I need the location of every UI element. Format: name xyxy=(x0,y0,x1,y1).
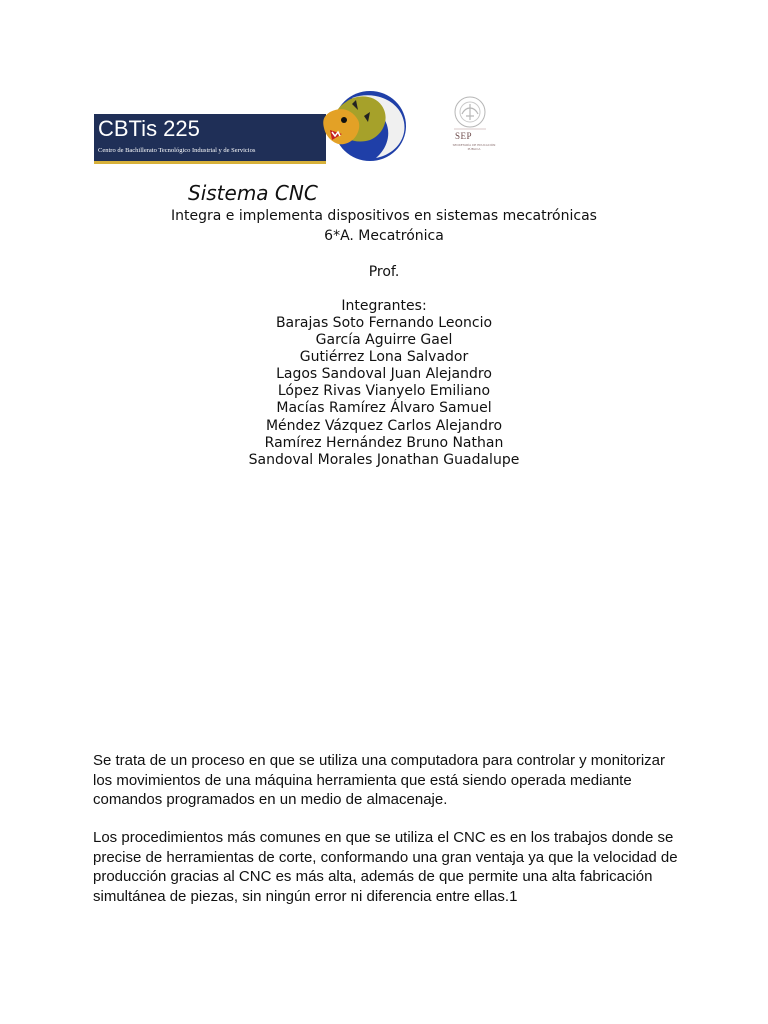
member-name: Macías Ramírez Álvaro Samuel xyxy=(276,400,492,417)
group-line: 6*A. Mecatrónica xyxy=(324,228,444,244)
school-name: CBTis 225 xyxy=(98,116,200,141)
sep-subtitle: SECRETARÍA DE EDUCACIÓN PÚBLICA xyxy=(452,143,496,151)
member-name: Sandoval Morales Jonathan Guadalupe xyxy=(248,451,520,468)
professor-label: Prof. xyxy=(368,264,400,280)
members-heading: Integrantes: xyxy=(341,298,427,314)
paragraph-procedures: Los procedimientos más comunes en que se utiliza el CNC es en los trabajos donde se precise de herramientas de corte, conformando una gran ventaja ya que la velocidad de producción gracias al CNC es más alta, además de que permite una alta fabricación simultánea de piezas, sin ningún error ni diferencia entre ellas.1 xyxy=(93,829,678,905)
member-name: Ramírez Hernández Bruno Nathan xyxy=(264,434,504,451)
member-name: Gutiérrez Lona Salvador xyxy=(299,349,469,366)
member-name: Barajas Soto Fernando Leoncio xyxy=(275,315,493,331)
members-list xyxy=(0,315,768,469)
subject-line: Integra e implementa dispositivos en sistemas mecatrónicas xyxy=(171,208,597,224)
header-banner xyxy=(94,86,506,164)
member-name: López Rivas Vianyelo Emiliano xyxy=(277,383,491,400)
jaguar-mascot-icon xyxy=(312,86,412,164)
paragraph-intro: Se trata de un proceso en que se utiliza una computadora para controlar y monitorizar los movimientos de una máquina herramienta que está siendo operada mediante comandos programados en un medio de almacenaje. xyxy=(93,752,665,808)
member-name: García Aguirre Gael xyxy=(315,332,453,349)
member-name: Lagos Sandoval Juan Alejandro xyxy=(276,366,492,383)
school-subtitle: Centro de Bachillerato Tecnológico Industrial y de Servicios xyxy=(98,147,256,154)
school-logo-banner xyxy=(94,114,326,164)
member-name: Méndez Vázquez Carlos Alejandro xyxy=(265,417,503,434)
document-title: Sistema CNC xyxy=(188,181,318,205)
sep-label: SEP xyxy=(455,131,473,141)
